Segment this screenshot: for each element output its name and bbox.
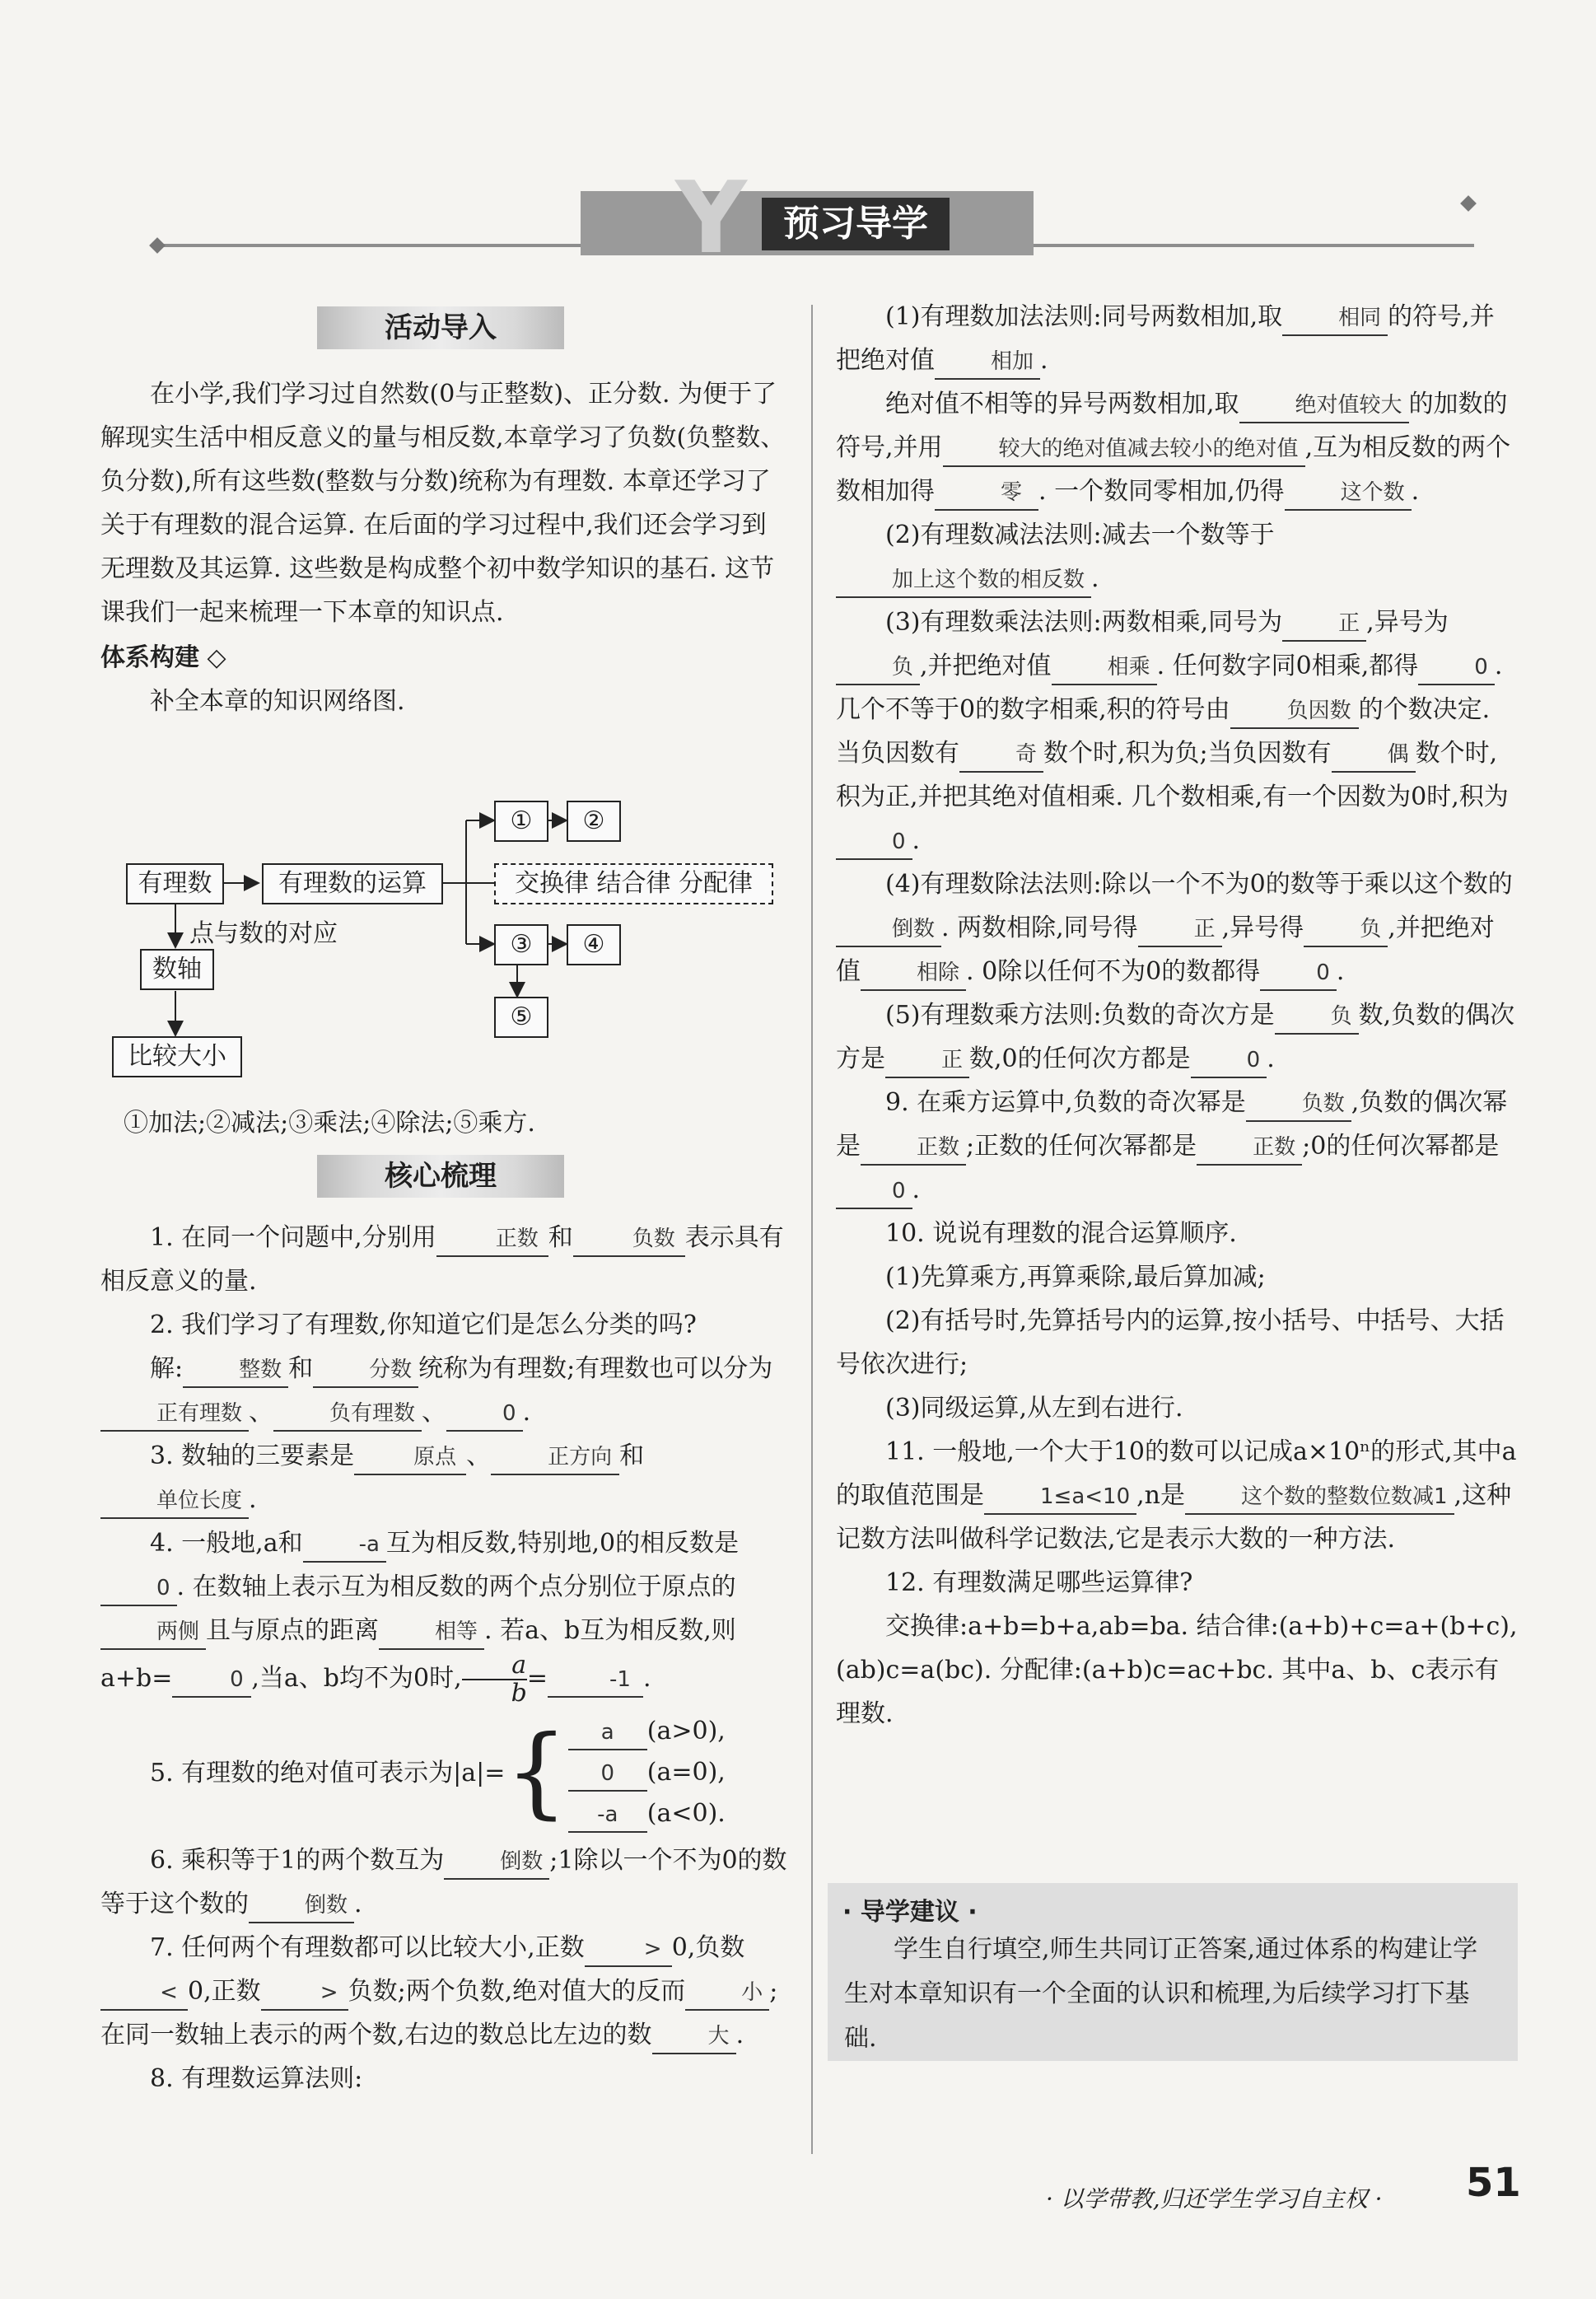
header-letter: Y: [675, 161, 747, 276]
question-10: 10. 说说有理数的混合运算顺序.: [885, 1219, 1237, 1248]
question-2-answer: 解: 整数 和 分数 统称为有理数;有理数也可以分为正有理数 、 负有理数 、 0 .: [100, 1347, 788, 1434]
arrow-icon: ◇: [207, 643, 226, 672]
left-column-core: [100, 1216, 788, 2100]
node-blank-4: ④: [567, 924, 621, 965]
question-11: 11. 一般地,一个大于10的数可以记成a×10ⁿ的形式,其中a的取值范围是 1≤a<10 ,n是 这个数的整数位数减1 ,这种记数方法叫做科学记数法,它是表示大数的一种方法.: [836, 1437, 1517, 1554]
rule-subtraction: (2)有理数减法法则:减去一个数等于加上这个数的相反数 .: [836, 513, 1518, 600]
node-blank-1: ①: [494, 801, 548, 842]
rule-addition: (1)有理数加法法则:同号两数相加,取 相同 的符号,并把绝对值 相加 .: [836, 295, 1518, 382]
rule-end-dot: [1460, 195, 1477, 212]
question-7: 7. 任何两个有理数都可以比较大小,正数 > 0,负数< 0,正数 > 负数;两个负数,绝对值大的反而 小 ;在同一数轴上表示的两个数,右边的数总比左边的数 大 .: [100, 1926, 788, 2057]
node-number-line: 数轴: [140, 949, 214, 990]
right-column: [836, 295, 1518, 1736]
question-8: 8. 有理数运算法则:: [150, 2064, 363, 2093]
question-2: 2. 我们学习了有理数,你知道它们是怎么分类的吗?: [150, 1311, 697, 1339]
rule-multiplication: (3)有理数乘法法则:两数相乘,同号为 正 ,异号为负 ,并把绝对值 相乘 . 任何数字同0相乘,都得 0 . 几个不等于0的数字相乘,积的符号由 负因数 的个数决定. 当负因数有 奇 数个时,积为负;当负因数有 偶 数个时,积为正,并把其绝对值相乘. 几个数相乘,有一个因数为0时,积为0 .: [836, 600, 1518, 862]
intro-paragraph: 在小学,我们学习过自然数(0与正整数)、正分数. 为便于了解现实生活中相反意义的量与相反数,本章学习了负数(负整数、负分数),所有这些数(整数与分数)统称为有理数. 本章还学习了关于有理数的混合运算. 在后面的学习过程中,我们还会学习到无理数及其运算. 这些数是构成整个初中数学知识的基石. 这节课我们一起来梳理一下本章的知识点.: [100, 380, 786, 627]
question-9: 9. 在乘方运算中,负数的奇次幂是 负数 ,负数的偶次幂是 正数 ;正数的任何次幂都是 正数 ;0的任何次幂都是0 .: [836, 1081, 1518, 1212]
question-1: 1. 在同一个问题中,分别用 正数 和 负数 表示具有相反意义的量.: [100, 1223, 784, 1296]
brace: {: [505, 1715, 568, 1829]
node-operations: 有理数的运算: [262, 863, 443, 904]
diagram-answer: ①加法;②减法;③乘法;④除法;⑤乘方.: [124, 1109, 535, 1138]
node-blank-5: ⑤: [494, 997, 548, 1038]
rule-power: (5)有理数乘方法则:负数的奇次方是 负 数,负数的偶次方是 正 数,0的任何次方都是 0 .: [836, 993, 1518, 1081]
question-10-step1: (1)先算乘方,再算乘除,最后算加减;: [885, 1263, 1266, 1292]
label-point-number: 点与数的对应: [189, 919, 338, 948]
node-laws: 交换律 结合律 分配律: [494, 863, 773, 904]
system-description: 补全本章的知识网络图.: [150, 687, 405, 716]
question-10-step3: (3)同级运算,从左到右进行.: [885, 1394, 1183, 1423]
rule-division: (4)有理数除法法则:除以一个不为0的数等于乘以这个数的倒数 . 两数相除,同号得 正 ,异号得 负 ,并把绝对值 相除 . 0除以任何不为0的数都得 0 .: [836, 862, 1518, 993]
study-hint-title: · 导学建议 ·: [842, 1898, 978, 1927]
question-6: 6. 乘积等于1的两个数互为 倒数 ;1除以一个不为0的数等于这个数的 倒数 .: [100, 1839, 788, 1926]
rule-addition-opposite: 绝对值不相等的异号两数相加,取 绝对值较大 的加数的符号,并用 较大的绝对值减去较小的绝对值 ,互为相反数的两个数相加得 零 . 一个数同零相加,仍得 这个数 .: [836, 382, 1518, 513]
section-core-title: 核心梳理: [317, 1155, 564, 1198]
question-12: 12. 有理数满足哪些运算律?: [885, 1568, 1193, 1597]
node-compare: 比较大小: [112, 1036, 242, 1077]
question-4: 4. 一般地,a和 -a 互为相反数,特别地,0的相反数是0 . 在数轴上表示互为相反数的两个点分别位于原点的两侧 且与原点的距离 相等 . 若a、b互为相反数,则a+b= 0 ,当a、b均不为0时, $\frac{a}{b}$ = -1 .: [100, 1529, 740, 1708]
page-title: 预习导学: [762, 198, 950, 250]
footer-slogan: · 以学带教,归还学生学习自主权 ·: [1046, 2185, 1383, 2213]
question-10-step2: (2)有括号时,先算括号内的运算,按小括号、中括号、大括号依次进行;: [836, 1306, 1505, 1379]
study-hint-box: [828, 1883, 1518, 2061]
study-hint-text: 学生自行填空,师生共同订正答案,通过体系的构建让学生对本章知识有一个全面的认识和梳理,为后续学习打下基础.: [844, 1935, 1478, 2053]
diagram-arrows: [0, 0, 824, 1096]
system-heading: 体系构建: [100, 643, 199, 672]
section-activity-title: 活动导入: [317, 306, 564, 349]
node-rational: 有理数: [126, 863, 224, 904]
node-blank-2: ②: [567, 801, 621, 842]
question-5: 5. 有理数的绝对值可表示为|a|= { a (a>0), 0 (a=0), -a (a<0).: [100, 1707, 788, 1839]
fraction-a-over-b: $\frac{a}{b}$: [462, 1652, 527, 1707]
question-3: 3. 数轴的三要素是 原点 、 正方向 和单位长度 .: [100, 1434, 788, 1521]
page-number: 51: [1466, 2160, 1521, 2206]
question-12-answer: 交换律:a+b=b+a,ab=ba. 结合律:(a+b)+c=a+(b+c),(ab)c=a(bc). 分配律:(a+b)c=ac+bc. 其中a、b、c表示有理数.: [836, 1612, 1518, 1728]
node-blank-3: ③: [494, 924, 548, 965]
